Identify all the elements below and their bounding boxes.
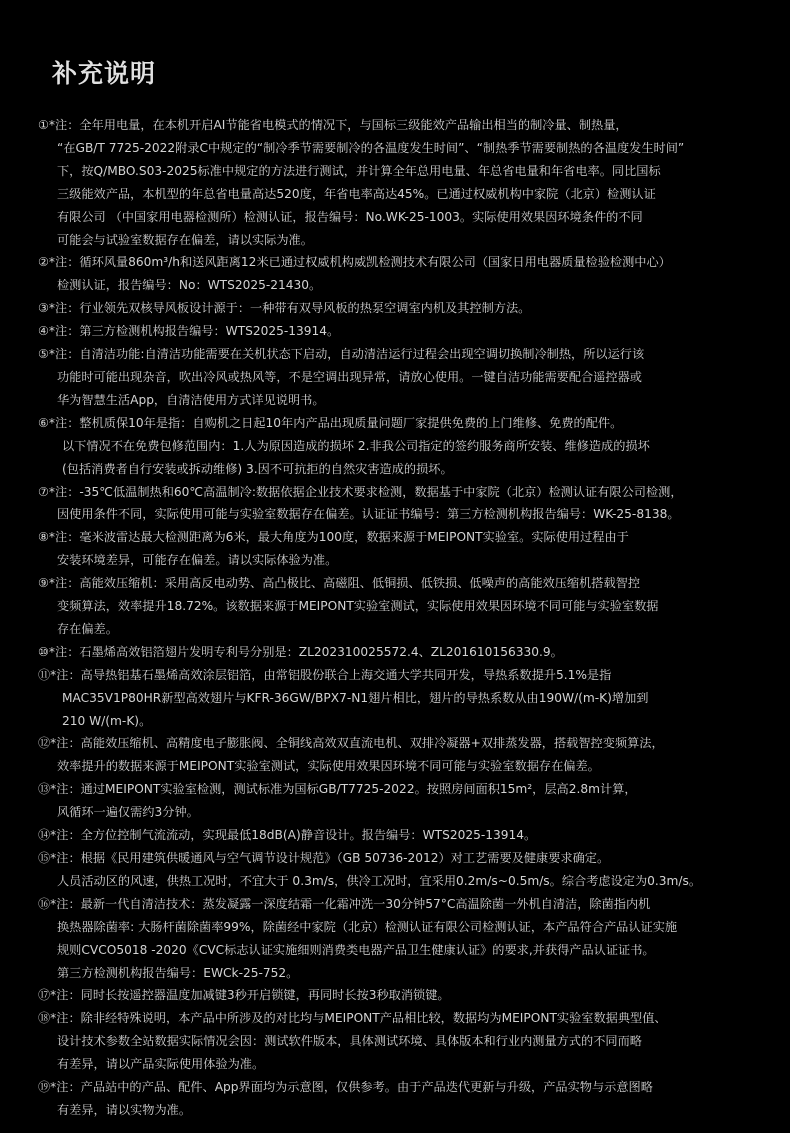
footnote-line: ⑩*注：石墨烯高效铝箔翅片发明专利号分别是：ZL202310025572.4、ZL201610156330.9。 xyxy=(38,644,563,659)
footnote-line: ⑮*注：根据《民用建筑供暖通风与空气调节设计规范》（GB 50736-2012）对工艺需要及健康要求确定。 xyxy=(38,851,610,865)
footnote-line: ⑨*注：高能效压缩机：采用高反电动势、高凸极比、高磁阻、低铜损、低铁损、低噪声的高能效压缩机搭载智控 xyxy=(38,576,641,591)
footnote-12 xyxy=(38,732,778,778)
footnote-line: ⑫*注：高能效压缩机、高精度电子膨胀阀、全铜线高效双直流电机、双排冷凝器+双排蒸发器，搭载智控变频算法， xyxy=(38,736,664,751)
footnote-line: 变频算法，效率提升18.72%。该数据来源于MEIPONT实验室测试，实际使用效果因环境不同可能与实验室数据 xyxy=(57,599,659,614)
footnote-line: ⑦*注：-35℃低温制热和60℃高温制冷:数据依据企业技术要求检测，数据基于中家院（北京）检测认证有限公司检测， xyxy=(38,484,683,499)
footnote-line: 风循环一遍仅需约3分钟。 xyxy=(57,805,199,820)
footnote-line: 三级能效产品，本机型的年总省电量高达520度，年省电率高达45%。已通过权威机构中家院（北京）检测认证 xyxy=(57,186,656,201)
footnote-line: 效率提升的数据来源于MEIPONT实验室测试，实际使用效果因环境不同可能与实验室数据存在偏差。 xyxy=(57,759,600,774)
footnote-line: 因使用条件不同，实际使用可能与实验室数据存在偏差。认证证书编号：第三方检测机构报告编号：WK-25-8138。 xyxy=(57,507,680,522)
footnote-line: MAC35V1P80HR新型高效翅片与KFR-36GW/BPX7-N1翅片相比，翅片的导热系数从由190W/(m-K)增加到 xyxy=(62,690,649,705)
footnote-line: 安装环境差异，可能存在偏差。请以实际体验为准。 xyxy=(57,553,338,568)
footnote-1 xyxy=(38,114,778,251)
footnote-line: ③*注：行业领先双核导风板设计源于：一种带有双导风板的热泵空调室内机及其控制方法。 xyxy=(38,301,531,316)
notes-list xyxy=(38,114,778,1122)
page-title: 补充说明 xyxy=(52,59,157,88)
footnote-line: ⑰*注：同时长按遥控器温度加减键3秒开启锁键，再同时长按3秒取消锁键。 xyxy=(38,988,450,1003)
footnote-line: 以下情况不在免费包修范围内：1.人为原因造成的损坏 2.非我公司指定的签约服务商所安装、维修造成的损坏 xyxy=(62,438,650,453)
footnote-8 xyxy=(38,526,778,572)
footnote-line: 换热器除菌率: 大肠杆菌除菌率99%，除菌经中家院（北京）检测认证有限公司检测认证，本产品符合产品认证实施 xyxy=(57,919,678,934)
footnote-2 xyxy=(38,251,778,297)
footnote-3 xyxy=(38,297,778,320)
footnote-11 xyxy=(38,664,778,733)
footnote-line: 有差异，请以实物为准。 xyxy=(57,1102,192,1117)
footnote-line: 功能时可能出现杂音，吹出冷风或热风等，不是空调出现异常，请放心使用。一键自洁功能需要配合遥控器或 xyxy=(57,369,642,384)
footnote-line: ⑯*注：最新一代自清洁技术：蒸发凝露一深度结霜一化霜冲洗一30分钟57°C高温除菌一外机自清洁，除菌指内机 xyxy=(38,896,651,911)
footnote-line: ⑧*注：毫米波雷达最大检测距离为6米，最大角度为100度，数据来源于MEIPONT实验室。实际使用过程由于 xyxy=(38,530,629,545)
footnote-line: ⑥*注：整机质保10年是指：自购机之日起10年内产品出现质量问题厂家提供免费的上门维修、免费的配件。 xyxy=(38,415,623,430)
footnote-line: “在GB/T 7725-2022附录C中规定的“制冷季节需要制冷的各温度发生时间”、“制热季节需要制热的各温度发生时间” xyxy=(57,140,685,155)
footnote-4 xyxy=(38,320,778,343)
footnote-line: 检测认证，报告编号：No：WTS2025-21430。 xyxy=(57,278,322,293)
footnote-line: 有差异，请以产品实际使用体验为准。 xyxy=(57,1057,265,1072)
footnote-14 xyxy=(38,824,778,847)
footnote-18 xyxy=(38,1007,778,1076)
footnote-line: (包括消费者自行安装或拆动维修) 3.因不可抗拒的自然灾害造成的损坏。 xyxy=(62,461,453,476)
footnote-line: ⑪*注：高导热铝基石墨烯高效涂层铝箔，由常铝股份联合上海交通大学共同开发，导热系数提升5.1%是指 xyxy=(38,667,612,682)
footnote-15 xyxy=(38,847,778,893)
footnote-19 xyxy=(38,1076,778,1122)
footnote-line: 可能会与试验室数据存在偏差，请以实际为准。 xyxy=(57,232,313,247)
footnote-line: ④*注：第三方检测机构报告编号：WTS2025-13914。 xyxy=(38,324,340,339)
footnote-13 xyxy=(38,778,778,824)
footnote-line: 规则CVCO5018 -2020《CVC标志认证实施细则消费类电器产品卫生健康认证》的要求,并获得产品认证证书。 xyxy=(57,942,655,957)
footnote-line: 设计技术参数全站数据实际情况会因：测试软件版本，具体测试环境、具体版本和行业内测量方式的不同而略 xyxy=(57,1034,642,1049)
footnote-line: 210 W/(m-K)。 xyxy=(62,713,152,728)
footnote-7 xyxy=(38,481,778,527)
footnote-line: 下，按Q/MBO.S03-2025标准中规定的方法进行测试，并计算全年总用电量、年总省电量和年省电率。同比国标 xyxy=(57,163,661,178)
footnote-line: ⑤*注：自清洁功能:自清洁功能需要在关机状态下启动，自动清洁运行过程会出现空调切换制冷制热，所以运行该 xyxy=(38,347,645,362)
footnote-5 xyxy=(38,343,778,412)
footnote-line: ②*注：循环风量860m³/h和送风距离12米已通过权威机构威凯检测技术有限公司（国家日用电器质量检验检测中心） xyxy=(38,255,671,270)
footnote-line: 第三方检测机构报告编号：EWCk-25-752。 xyxy=(57,965,299,980)
footnote-line: 华为智慧生活App，自清洁使用方式详见说明书。 xyxy=(57,392,325,407)
footnote-10 xyxy=(38,641,778,664)
footnote-line: 有限公司 （中国家用电器检测所）检测认证，报告编号：No.WK-25-1003。实际使用效果因环境条件的不同 xyxy=(57,209,643,224)
footnote-line: ①*注：全年用电量，在本机开启AI节能省电模式的情况下，与国标三级能效产品输出相当的制冷量、制热量， xyxy=(38,118,628,132)
footnote-6 xyxy=(38,412,778,481)
footnote-line: ⑭*注：全方位控制气流流动，实现最低18dB(A)静音设计。报告编号：WTS2025-13914。 xyxy=(38,828,537,843)
footnote-17 xyxy=(38,984,778,1007)
footnote-16 xyxy=(38,893,778,985)
footnote-line: ⑲*注：产品站中的产品、配件、App界面均为示意图，仅供参考。由于产品迭代更新与升级，产品实物与示意图略 xyxy=(38,1080,653,1095)
footnote-line: ⑬*注：通过MEIPONT实验室检测，测试标准为国标GB/T7725-2022。按照房间面积15m²，层高2.8m计算， xyxy=(38,782,637,797)
footnote-line: ⑱*注：除非经特殊说明，本产品中所涉及的对比均与MEIPONT产品相比较，数据均为MEIPONT实验室数据典型值、 xyxy=(38,1011,667,1026)
footnote-line: 存在偏差。 xyxy=(57,621,118,636)
footnote-line: 人员活动区的风速，供热工况时，不宜大于 0.3m/s，供冷工况时，宜采用0.2m/s~0.5m/s。综合考虑设定为0.3m/s。 xyxy=(57,873,702,888)
footnote-9 xyxy=(38,572,778,641)
